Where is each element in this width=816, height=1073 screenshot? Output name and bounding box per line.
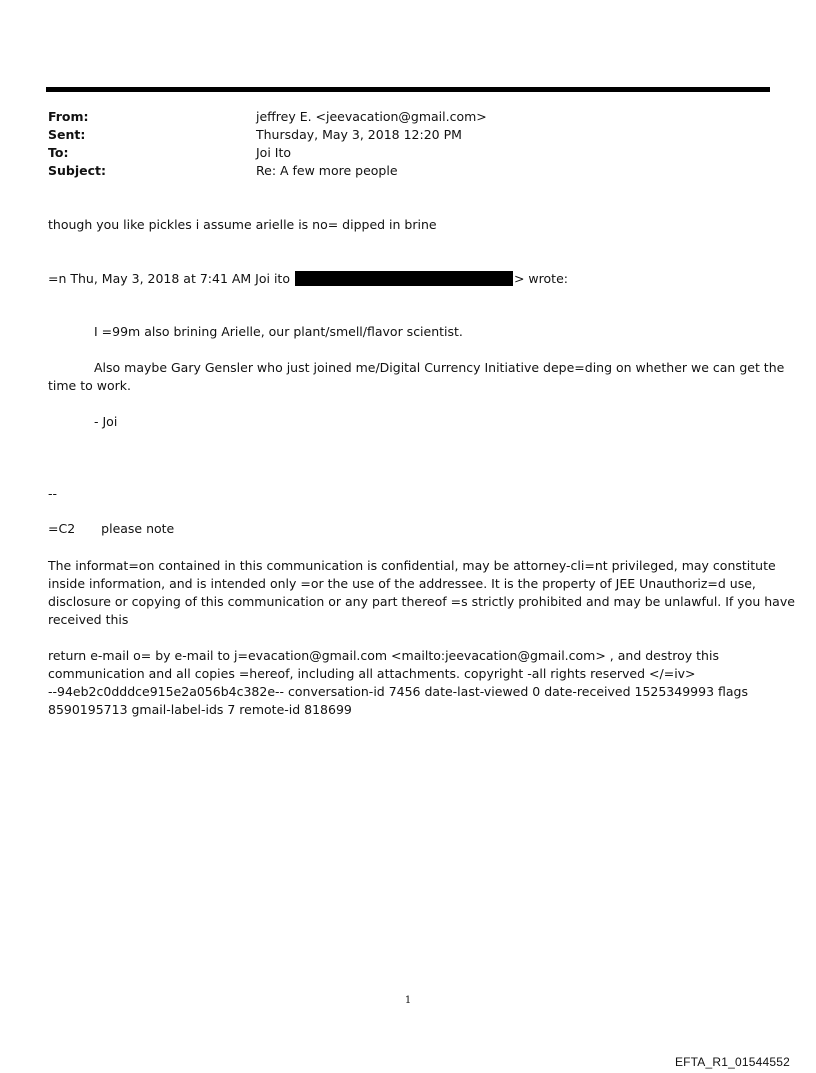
subject-label: Subject: xyxy=(48,163,106,178)
return-line-3: --94eb2c0dddce915e2a056b4c382e-- conversation-id 7456 date-last-viewed 0 date-received 1525349993 flags xyxy=(48,684,748,699)
separator: -- xyxy=(48,486,58,501)
subject-value: Re: A few more people xyxy=(256,163,398,178)
page-number: 1 xyxy=(404,995,412,1006)
confidential-line-4: received this xyxy=(48,612,129,627)
quoted-line-2b: time to work. xyxy=(48,378,131,393)
document-id: EFTA_R1_01544552 xyxy=(674,1055,790,1069)
reply-text: though you like pickles i assume arielle is no= dipped in brine xyxy=(48,217,437,232)
return-line-2: communication and all copies =hereof, including all attachments. copyright -all rights reserved </=iv> xyxy=(48,666,696,681)
note-line xyxy=(48,520,174,538)
confidential-line-3: disclosure or copying of this communication or any part thereof =s strictly prohibited and may be unlawful. If you have xyxy=(48,594,795,609)
from-label: From: xyxy=(48,109,89,124)
note-prefix: =C2 xyxy=(48,521,76,536)
return-line-4: 8590195713 gmail-label-ids 7 remote-id 818699 xyxy=(48,702,352,717)
quote-intro-before: =n Thu, May 3, 2018 at 7:41 AM Joi ito xyxy=(48,271,290,286)
confidential-line-1: The informat=on contained in this communication is confidential, may be attorney-cli=nt privileged, may constitute xyxy=(48,558,776,573)
quote-intro-after: > wrote: xyxy=(513,271,568,286)
to-value: Joi Ito xyxy=(256,145,292,160)
signoff: - Joi xyxy=(94,414,118,429)
sent-label: Sent: xyxy=(48,127,86,142)
note-text: please note xyxy=(101,521,175,536)
quote-intro xyxy=(48,270,568,288)
quoted-line-1: I =99m also brining Arielle, our plant/smell/flavor scientist. xyxy=(94,324,463,339)
from-value: jeffrey E. <jeevacation@gmail.com> xyxy=(256,109,487,124)
quoted-line-2a: Also maybe Gary Gensler who just joined me/Digital Currency Initiative depe=ding on whether we can get the xyxy=(94,360,785,375)
confidential-line-2: inside information, and is intended only =or the use of the addressee. It is the property of JEE Unauthoriz=d use, xyxy=(48,576,756,591)
sent-value: Thursday, May 3, 2018 12:20 PM xyxy=(256,127,462,142)
header-rule xyxy=(46,87,770,92)
redaction-block xyxy=(295,271,513,286)
to-label: To: xyxy=(48,145,69,160)
return-line-1: return e-mail o= by e-mail to j=evacation@gmail.com <mailto:jeevacation@gmail.com> , and destroy this xyxy=(48,648,719,663)
